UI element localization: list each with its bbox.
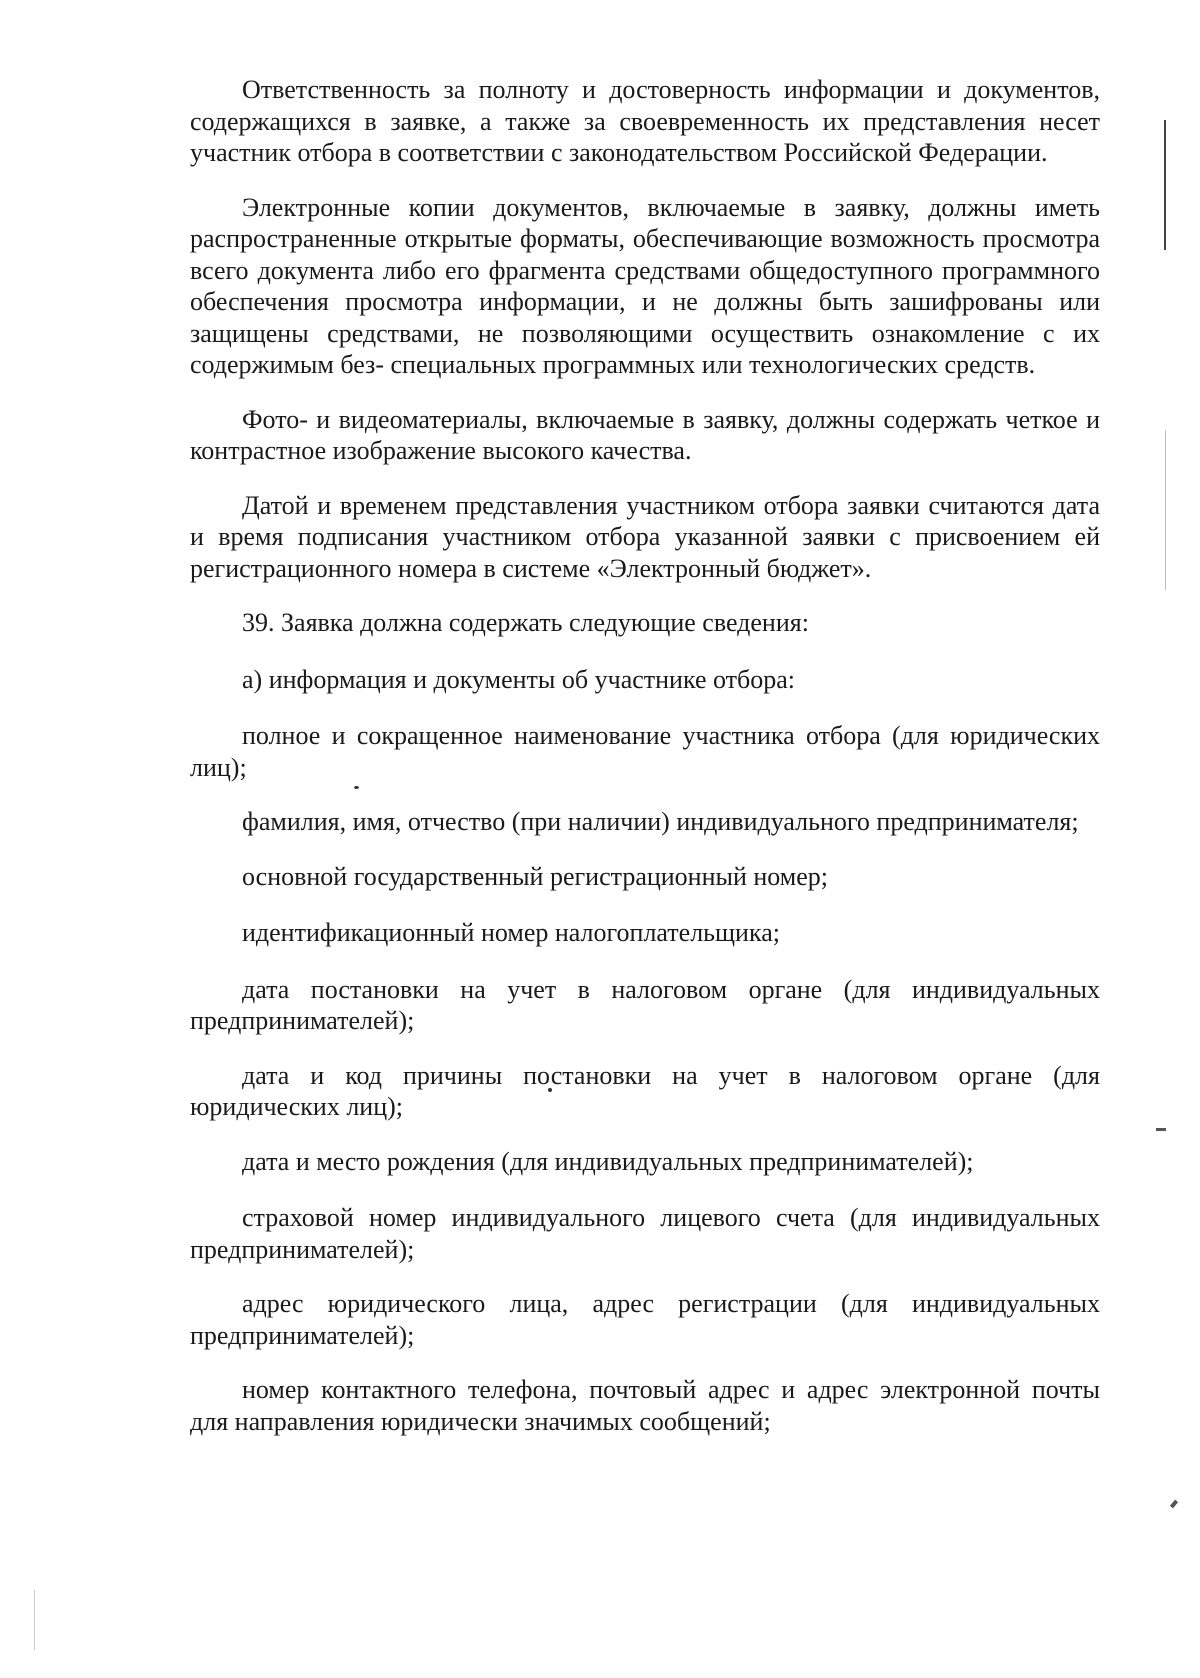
list-item-birth: дата и место рождения (для индивидуальных предпринимателей); xyxy=(242,1146,974,1176)
list-item-full-name: полное и сокращенное наименование участника отбора (для юридических лиц); xyxy=(190,721,1100,782)
paragraph-electronic-copies: Электронные копии документов, включаемые в заявку, должны иметь распространенные открытые форматы, обеспечивающие возможность просмотра всего документа либо его фрагмента средствами общедоступного программного обеспечения просмотра информации, и не должны быть зашифрованы или защищены средствами, не позволяющими осуществить ознакомление с их содержимым без- специальных программных или технологических средств. xyxy=(190,192,1100,379)
scan-edge-mark xyxy=(1164,120,1166,250)
scan-edge-mark xyxy=(1165,430,1166,590)
scan-dash xyxy=(1170,1500,1178,1509)
list-item-snils: страховой номер индивидуального лицевого счета (для индивидуальных предпринимателей); xyxy=(190,1203,1100,1264)
scan-dash xyxy=(1156,1128,1166,1131)
list-item-address: адрес юридического лица, адрес регистрации (для индивидуальных предпринимателей); xyxy=(190,1289,1100,1350)
paragraph-item-39: 39. Заявка должна содержать следующие сведения: xyxy=(242,608,809,637)
list-item-kpp: дата и код причины постановки на учет в налоговом органе (для юридических лиц); xyxy=(190,1060,1100,1121)
paragraph-item-a: а) информация и документы об участнике отбора: xyxy=(242,664,795,694)
list-item-tax-registration-date: дата постановки на учет в налоговом органе (для индивидуальных предпринимателей); xyxy=(190,974,1100,1035)
list-item-contacts: номер контактного телефона, почтовый адрес и адрес электронной почты для направления юридически значимых сообщений; xyxy=(190,1375,1100,1436)
document-body xyxy=(190,74,1100,1460)
list-item-ogrn: основной государственный регистрационный номер; xyxy=(242,861,829,891)
scan-edge-mark xyxy=(34,1590,35,1650)
list-item-fio: фамилия, имя, отчество (при наличии) индивидуального предпринимателя; xyxy=(242,807,1079,836)
paragraph-photo-video: Фото- и видеоматериалы, включаемые в заявку, должны содержать четкое и контрастное изображение высокого качества. xyxy=(190,404,1100,465)
paragraph-submission-date: Датой и временем представления участником отбора заявки считаются дата и время подписания участником отбора указанной заявки с присвоением ей регистрационного номера в системе «Электронный бюджет». xyxy=(190,490,1100,583)
paragraph-responsibility: Ответственность за полноту и достоверность информации и документов, содержащихся в заявке, а также за своевременность их представления несет участник отбора в соответствии с законодательством Российской Федерации. xyxy=(190,75,1100,167)
list-item-inn: идентификационный номер налогоплательщика; xyxy=(242,918,780,947)
